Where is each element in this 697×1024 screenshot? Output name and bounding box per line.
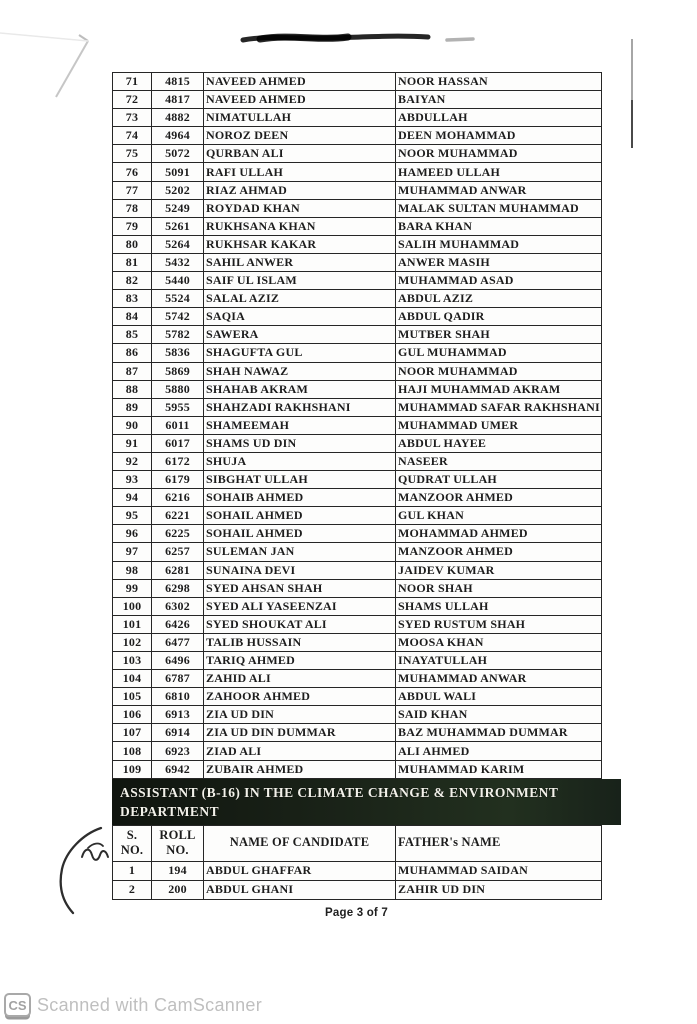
candidate-table-lower (112, 825, 602, 900)
roll-cell: 200 (152, 880, 204, 899)
name-cell: SAIF UL ISLAM (204, 272, 396, 290)
father-cell: BAZ MUHAMMAD DUMMAR (396, 724, 602, 742)
table-row (113, 452, 602, 470)
sno-cell: 80 (113, 235, 152, 253)
father-cell: GUL KHAN (396, 507, 602, 525)
father-cell: ABDULLAH (396, 109, 602, 127)
father-cell: ABDUL WALI (396, 688, 602, 706)
father-cell: DEEN MOHAMMAD (396, 127, 602, 145)
sno-cell: 94 (113, 489, 152, 507)
table-row (113, 308, 602, 326)
sno-cell: 90 (113, 416, 152, 434)
table-row (113, 471, 602, 489)
roll-cell: 5072 (152, 145, 204, 163)
father-cell: SYED RUSTUM SHAH (396, 615, 602, 633)
name-cell: SIBGHAT ULLAH (204, 471, 396, 489)
sno-cell: 93 (113, 471, 152, 489)
father-cell: MUHAMMAD ANWAR (396, 670, 602, 688)
name-cell: NOROZ DEEN (204, 127, 396, 145)
sno-cell: 74 (113, 127, 152, 145)
roll-cell: 194 (152, 861, 204, 880)
table-row (113, 163, 602, 181)
table-row (113, 615, 602, 633)
table-row (113, 507, 602, 525)
roll-cell: 5869 (152, 362, 204, 380)
sno-cell: 73 (113, 109, 152, 127)
name-cell: ZIA UD DIN DUMMAR (204, 724, 396, 742)
father-cell: SHAMS ULLAH (396, 597, 602, 615)
sno-cell: 81 (113, 253, 152, 271)
father-cell: NOOR MUHAMMAD (396, 362, 602, 380)
sno-cell: 87 (113, 362, 152, 380)
sno-cell: 106 (113, 706, 152, 724)
roll-cell: 6179 (152, 471, 204, 489)
father-cell: MANZOOR AHMED (396, 543, 602, 561)
sno-cell: 77 (113, 181, 152, 199)
father-cell: ABDUL QADIR (396, 308, 602, 326)
father-cell: HAJI MUHAMMAD AKRAM (396, 380, 602, 398)
candidate-table-upper (112, 72, 602, 779)
name-cell: RUKHSANA KHAN (204, 217, 396, 235)
name-cell: ZAHOOR AHMED (204, 688, 396, 706)
table-row (113, 434, 602, 452)
name-cell: ABDUL GHAFFAR (204, 861, 396, 880)
name-cell: SAHIL ANWER (204, 253, 396, 271)
table-row (113, 742, 602, 760)
sno-cell: 83 (113, 290, 152, 308)
sno-cell: 97 (113, 543, 152, 561)
name-cell: SHAHZADI RAKHSHANI (204, 398, 396, 416)
roll-cell: 6496 (152, 652, 204, 670)
table-row (113, 181, 602, 199)
sno-cell: 102 (113, 633, 152, 651)
roll-cell: 4964 (152, 127, 204, 145)
father-cell: ABDUL HAYEE (396, 434, 602, 452)
sno-cell: 79 (113, 217, 152, 235)
sno-cell: 103 (113, 652, 152, 670)
name-cell: SAQIA (204, 308, 396, 326)
father-cell: JAIDEV KUMAR (396, 561, 602, 579)
father-cell: SALIH MUHAMMAD (396, 235, 602, 253)
table-row (113, 861, 602, 880)
table-row (113, 235, 602, 253)
father-cell: HAMEED ULLAH (396, 163, 602, 181)
roll-cell: 4815 (152, 73, 204, 91)
name-cell: SALAL AZIZ (204, 290, 396, 308)
roll-cell: 5955 (152, 398, 204, 416)
sno-cell: 99 (113, 579, 152, 597)
table-row (113, 543, 602, 561)
father-cell: ALI AHMED (396, 742, 602, 760)
father-cell: ABDUL AZIZ (396, 290, 602, 308)
sno-cell: 78 (113, 199, 152, 217)
table-row (113, 362, 602, 380)
sno-cell: 105 (113, 688, 152, 706)
name-cell: SHAGUFTA GUL (204, 344, 396, 362)
name-cell: SULEMAN JAN (204, 543, 396, 561)
camscanner-logo-icon: CS (4, 993, 31, 1017)
roll-cell: 6221 (152, 507, 204, 525)
table-row (113, 579, 602, 597)
table-row (113, 489, 602, 507)
document-body (112, 72, 618, 900)
table-row (113, 633, 602, 651)
roll-cell: 5836 (152, 344, 204, 362)
father-cell: NASEER (396, 452, 602, 470)
table-row (113, 91, 602, 109)
roll-cell: 6942 (152, 760, 204, 778)
table-row (113, 652, 602, 670)
father-cell: MUHAMMAD KARIM (396, 760, 602, 778)
roll-cell: 5524 (152, 290, 204, 308)
name-cell: SHAMS UD DIN (204, 434, 396, 452)
sno-cell: 88 (113, 380, 152, 398)
name-cell: ABDUL GHANI (204, 880, 396, 899)
roll-cell: 6426 (152, 615, 204, 633)
father-cell: QUDRAT ULLAH (396, 471, 602, 489)
name-cell: ZAHID ALI (204, 670, 396, 688)
table-row (113, 109, 602, 127)
table-row (113, 73, 602, 91)
name-cell: SOHAIB AHMED (204, 489, 396, 507)
sno-cell: 82 (113, 272, 152, 290)
section-title-banner: ASSISTANT (B-16) IN THE CLIMATE CHANGE & ENVIRONMENT DEPARTMENT (112, 779, 621, 825)
sno-cell: 75 (113, 145, 152, 163)
table-row (113, 525, 602, 543)
sno-cell: 98 (113, 561, 152, 579)
name-cell: ZIAD ALI (204, 742, 396, 760)
name-cell: TARIQ AHMED (204, 652, 396, 670)
roll-cell: 6172 (152, 452, 204, 470)
roll-cell: 6787 (152, 670, 204, 688)
sno-cell: 72 (113, 91, 152, 109)
table-row (113, 344, 602, 362)
roll-header: ROLL NO. (152, 825, 204, 861)
roll-cell: 4882 (152, 109, 204, 127)
table-row (113, 398, 602, 416)
name-cell: SYED ALI YASEENZAI (204, 597, 396, 615)
father-cell: MUHAMMAD ANWAR (396, 181, 602, 199)
sno-cell: 101 (113, 615, 152, 633)
sno-cell: 92 (113, 452, 152, 470)
father-cell: MALAK SULTAN MUHAMMAD (396, 199, 602, 217)
roll-cell: 6302 (152, 597, 204, 615)
father-cell: BAIYAN (396, 91, 602, 109)
roll-cell: 4817 (152, 91, 204, 109)
sno-cell: 109 (113, 760, 152, 778)
sno-cell: 104 (113, 670, 152, 688)
sno-cell: 96 (113, 525, 152, 543)
name-cell: SHAHAB AKRAM (204, 380, 396, 398)
table-row (113, 724, 602, 742)
name-cell: QURBAN ALI (204, 145, 396, 163)
name-cell: SUNAINA DEVI (204, 561, 396, 579)
sno-cell: 85 (113, 326, 152, 344)
table-row (113, 199, 602, 217)
name-cell: TALIB HUSSAIN (204, 633, 396, 651)
name-cell: SHUJA (204, 452, 396, 470)
roll-cell: 6914 (152, 724, 204, 742)
table-row (113, 670, 602, 688)
father-cell: MUHAMMAD ASAD (396, 272, 602, 290)
name-cell: SOHAIL AHMED (204, 525, 396, 543)
table-row (113, 253, 602, 271)
roll-cell: 5440 (152, 272, 204, 290)
table-row (113, 145, 602, 163)
name-cell: NAVEED AHMED (204, 91, 396, 109)
roll-cell: 5261 (152, 217, 204, 235)
father-cell: MANZOOR AHMED (396, 489, 602, 507)
name-cell: NAVEED AHMED (204, 73, 396, 91)
name-cell: SHAMEEMAH (204, 416, 396, 434)
sno-cell: 89 (113, 398, 152, 416)
camscanner-footer (4, 990, 262, 1020)
table-row (113, 217, 602, 235)
table-row (113, 326, 602, 344)
sno-cell: 91 (113, 434, 152, 452)
roll-cell: 5202 (152, 181, 204, 199)
roll-cell: 6913 (152, 706, 204, 724)
table-row (113, 880, 602, 899)
roll-cell: 6216 (152, 489, 204, 507)
roll-cell: 5264 (152, 235, 204, 253)
table-header-row (113, 825, 602, 861)
roll-cell: 5091 (152, 163, 204, 181)
name-cell: ZIA UD DIN (204, 706, 396, 724)
scan-smudge-artifact (243, 36, 473, 40)
table-row (113, 688, 602, 706)
name-cell: NIMATULLAH (204, 109, 396, 127)
roll-cell: 6477 (152, 633, 204, 651)
roll-cell: 5782 (152, 326, 204, 344)
table-row (113, 597, 602, 615)
roll-cell: 5880 (152, 380, 204, 398)
roll-cell: 6225 (152, 525, 204, 543)
sno-cell: 2 (113, 880, 152, 899)
roll-cell: 6257 (152, 543, 204, 561)
father-cell: NOOR HASSAN (396, 73, 602, 91)
roll-cell: 5249 (152, 199, 204, 217)
name-cell: SHAH NAWAZ (204, 362, 396, 380)
father-header: FATHER's NAME (396, 825, 602, 861)
roll-cell: 6281 (152, 561, 204, 579)
father-cell: INAYATULLAH (396, 652, 602, 670)
roll-cell: 5742 (152, 308, 204, 326)
name-cell: SYED SHOUKAT ALI (204, 615, 396, 633)
sno-cell: 107 (113, 724, 152, 742)
camscanner-watermark-label: Scanned with CamScanner (37, 994, 263, 1015)
sno-cell: 84 (113, 308, 152, 326)
roll-cell: 6011 (152, 416, 204, 434)
page-number: Page 3 of 7 (325, 907, 388, 919)
father-cell: ANWER MASIH (396, 253, 602, 271)
sno-cell: 108 (113, 742, 152, 760)
roll-cell: 6923 (152, 742, 204, 760)
name-cell: RAFI ULLAH (204, 163, 396, 181)
table-row (113, 706, 602, 724)
corner-fold-mark (0, 33, 88, 97)
father-cell: MUTBER SHAH (396, 326, 602, 344)
sno-cell: 86 (113, 344, 152, 362)
pen-mark (61, 828, 108, 913)
table-row (113, 127, 602, 145)
father-cell: MUHAMMAD SAFAR RAKHSHANI (396, 398, 602, 416)
father-cell: MUHAMMAD UMER (396, 416, 602, 434)
roll-cell: 5432 (152, 253, 204, 271)
father-cell: MUHAMMAD SAIDAN (396, 861, 602, 880)
name-header: NAME OF CANDIDATE (204, 825, 396, 861)
father-cell: GUL MUHAMMAD (396, 344, 602, 362)
table-row (113, 290, 602, 308)
sno-cell: 76 (113, 163, 152, 181)
name-cell: ROYDAD KHAN (204, 199, 396, 217)
name-cell: ZUBAIR AHMED (204, 760, 396, 778)
name-cell: RIAZ AHMAD (204, 181, 396, 199)
name-cell: RUKHSAR KAKAR (204, 235, 396, 253)
roll-cell: 6017 (152, 434, 204, 452)
name-cell: SYED AHSAN SHAH (204, 579, 396, 597)
sno-header: S. NO. (113, 825, 152, 861)
table-row (113, 760, 602, 778)
table-row (113, 416, 602, 434)
father-cell: SAID KHAN (396, 706, 602, 724)
sno-cell: 100 (113, 597, 152, 615)
father-cell: MOOSA KHAN (396, 633, 602, 651)
name-cell: SOHAIL AHMED (204, 507, 396, 525)
name-cell: SAWERA (204, 326, 396, 344)
roll-cell: 6810 (152, 688, 204, 706)
father-cell: ZAHIR UD DIN (396, 880, 602, 899)
sno-cell: 1 (113, 861, 152, 880)
father-cell: NOOR SHAH (396, 579, 602, 597)
father-cell: MOHAMMAD AHMED (396, 525, 602, 543)
table-row (113, 380, 602, 398)
father-cell: BARA KHAN (396, 217, 602, 235)
father-cell: NOOR MUHAMMAD (396, 145, 602, 163)
sno-cell: 71 (113, 73, 152, 91)
sno-cell: 95 (113, 507, 152, 525)
table-row (113, 272, 602, 290)
roll-cell: 6298 (152, 579, 204, 597)
table-row (113, 561, 602, 579)
